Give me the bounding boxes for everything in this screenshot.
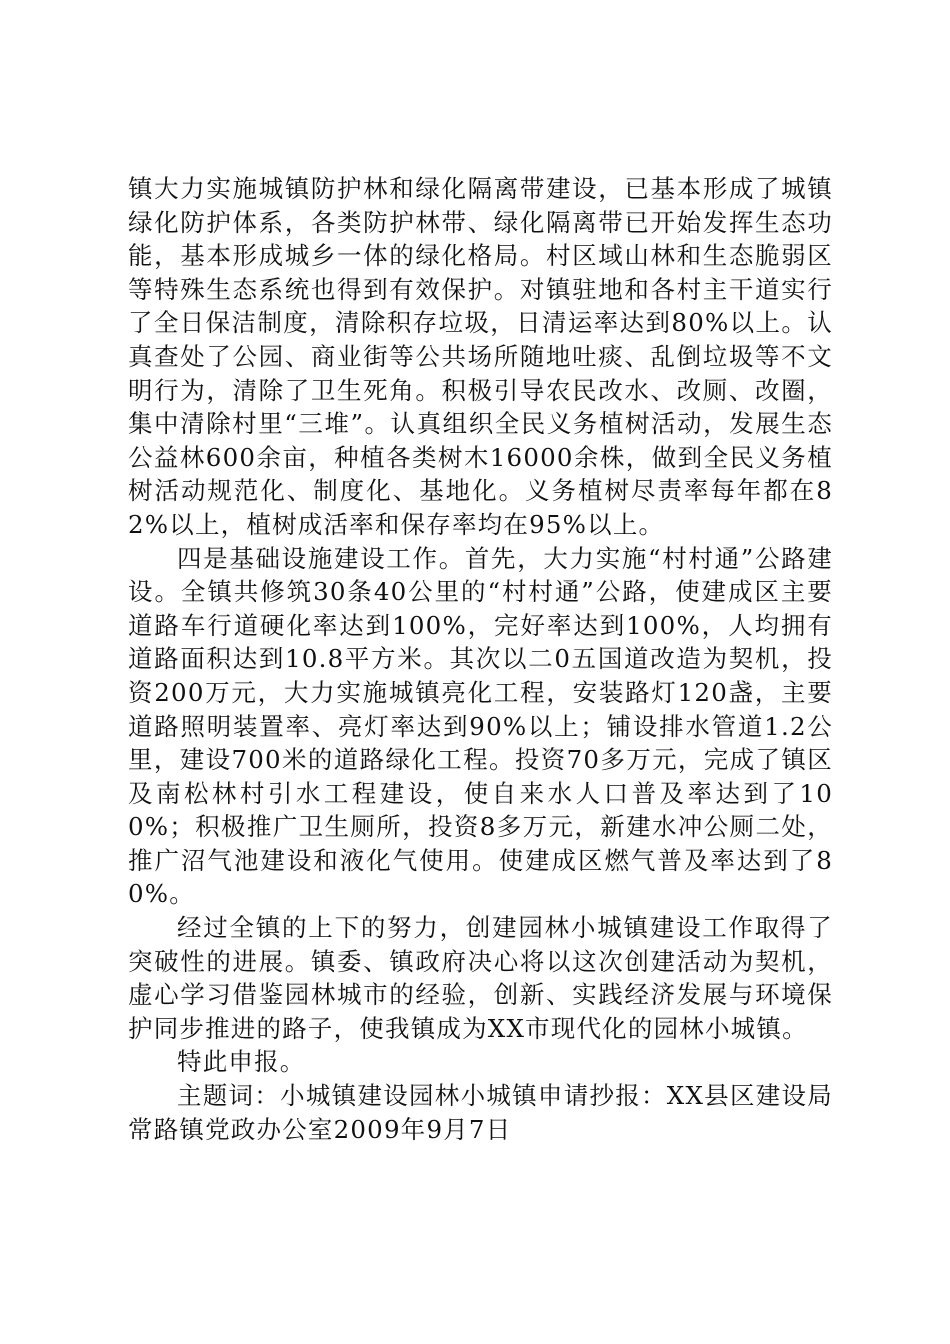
paragraph-infrastructure: 四是基础设施建设工作。首先，大力实施“村村通”公路建设。全镇共修筑30条40公里的“村村通”公路，使建成区主要道路车行道硬化率达到100%，完好率达到100%，人均拥有道路面积达到10.8平方米。其次以二0五国道改造为契机，投资200万元，大力实施城镇亮化工程，安装路灯120盏，主要道路照明装置率、亮灯率达到90%以上；铺设排水管道1.2公里，建设700米的道路绿化工程。投资70多万元，完成了镇区及南松林村引水工程建设，使自来水人口普及率达到了100%；积极推广卫生厕所，投资8多万元，新建水冲公厕二处，推广沼气池建设和液化气使用。使建成区燃气普及率达到了80%。 [128, 543, 833, 909]
paragraph-greening: 镇大力实施城镇防护林和绿化隔离带建设，已基本形成了城镇绿化防护体系，各类防护林带、绿化隔离带已开始发挥生态功能，基本形成城乡一体的绿化格局。村区域山林和生态脆弱区等特殊生态系统也得到有效保护。对镇驻地和各村主干道实行了全日保洁制度，清除积存垃圾，日清运率达到80%以上。认真查处了公园、商业街等公共场所随地吐痰、乱倒垃圾等不文明行为，清除了卫生死角。积极引导农民改水、改厕、改圈，集中清除村里“三堆”。认真组织全民义务植树活动，发展生态公益林600余亩，种植各类树木16000余株，做到全民义务植树活动规范化、制度化、基地化。义务植树尽责率每年都在82%以上，植树成活率和保存率均在95%以上。 [128, 174, 833, 539]
paragraph-subject-keywords: 主题词：小城镇建设园林小城镇申请抄报：XX县区建设局常路镇党政办公室2009年9月7日 [128, 1081, 833, 1144]
paragraph-submission: 特此申报。 [177, 1047, 306, 1077]
paragraph-conclusion: 经过全镇的上下的努力，创建园林小城镇建设工作取得了突破性的进展。镇委、镇政府决心将以这次创建活动为契机，虚心学习借鉴园林城市的经验，创新、实践经济发展与环境保护同步推进的路子，使我镇成为XX市现代化的园林小城镇。 [128, 913, 833, 1043]
document-page [128, 172, 833, 1146]
